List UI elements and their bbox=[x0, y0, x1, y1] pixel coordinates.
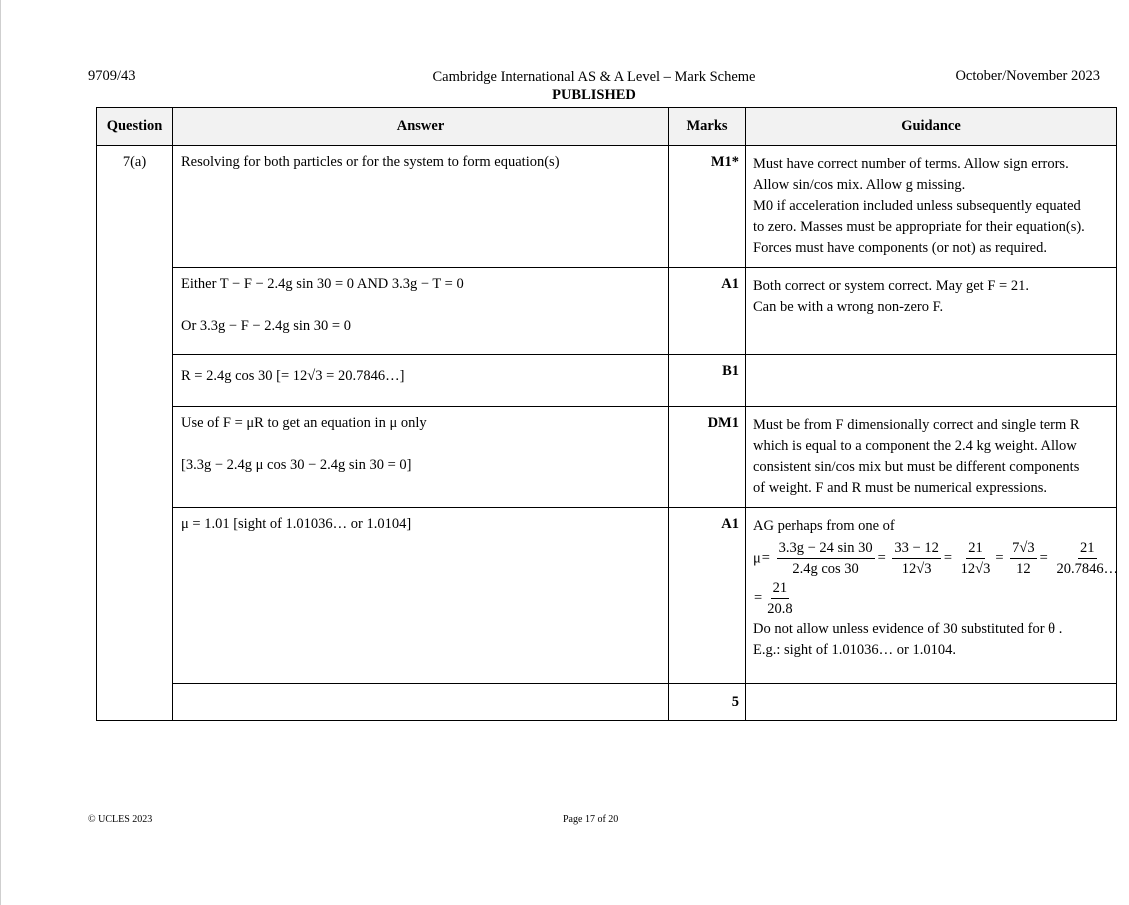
numerator: 21 bbox=[771, 579, 790, 599]
guidance-line: E.g.: sight of 1.01036… or 1.0104. bbox=[753, 642, 956, 658]
guidance-line: Do not allow unless evidence of 30 substituted for θ . bbox=[753, 621, 1063, 637]
denominator: 20.8 bbox=[767, 601, 793, 617]
numerator: 33 − 12 bbox=[892, 539, 940, 559]
total-marks: 5 bbox=[669, 684, 746, 721]
numerator: 21 bbox=[1078, 539, 1097, 559]
page-edge bbox=[0, 0, 1, 905]
equation: [3.3g − 2.4g μ cos 30 − 2.4g sin 30 = 0] bbox=[181, 457, 412, 473]
mark-scheme-table bbox=[96, 107, 1117, 721]
table-row bbox=[97, 407, 1117, 508]
marks-cell: M1* bbox=[669, 146, 746, 268]
guidance-cell bbox=[746, 508, 1117, 684]
guidance-line: Forces must have components (or not) as required. bbox=[753, 240, 1047, 256]
marks-cell: B1 bbox=[669, 355, 746, 407]
marks-cell: A1 bbox=[669, 268, 746, 355]
marks-cell: A1 bbox=[669, 508, 746, 684]
mu-symbol: μ bbox=[753, 550, 761, 567]
fraction bbox=[777, 539, 875, 579]
guidance-line: consistent sin/cos mix but must be different components bbox=[753, 459, 1080, 475]
answer-cell bbox=[173, 684, 669, 721]
denominator: 20.7846… bbox=[1056, 561, 1119, 577]
guidance-line: Must be from F dimensionally correct and single term R bbox=[753, 417, 1080, 433]
answer-cell: R = 2.4g cos 30 [= 12√3 = 20.7846…] bbox=[173, 355, 669, 407]
paper-code: 9709/43 bbox=[88, 68, 136, 84]
guidance-line: of weight. F and R must be numerical expressions. bbox=[753, 480, 1047, 496]
answer-cell: μ = 1.01 [sight of 1.01036… or 1.0104] bbox=[173, 508, 669, 684]
exam-session: October/November 2023 bbox=[955, 68, 1100, 84]
guidance-line: Allow sin/cos mix. Allow g missing. bbox=[753, 177, 966, 193]
total-row bbox=[97, 684, 1117, 721]
answer-text: Use of F = μR to get an equation in μ only bbox=[181, 415, 427, 431]
guidance-cell bbox=[746, 355, 1117, 407]
guidance-cell bbox=[746, 407, 1117, 508]
guidance-line: Both correct or system correct. May get F = 21. bbox=[753, 278, 1029, 294]
fraction bbox=[959, 539, 993, 579]
mu-derivation: μ= $\frac{3.3g - 24 \sin 30}{\text{2.4g cos 30}}$ = $\frac{33 - 12}{12√3}$ = $\frac{21}{12√3}$ = $\frac{7√3}{12}$ = $\frac{21}{20.7846\dots}$ bbox=[753, 540, 1119, 577]
guidance-intro: AG perhaps from one of bbox=[753, 518, 895, 534]
answer-cell: Resolving for both particles or for the system to form equation(s) bbox=[173, 146, 669, 268]
numerator: 7√3 bbox=[1010, 539, 1036, 559]
fraction bbox=[1010, 539, 1036, 579]
guidance-line: to zero. Masses must be appropriate for their equation(s). bbox=[753, 219, 1085, 235]
numerator: 3.3g − 24 sin 30 bbox=[777, 539, 875, 559]
denominator: 2.4g cos 30 bbox=[792, 561, 859, 577]
guidance-line: Must have correct number of terms. Allow sign errors. bbox=[753, 156, 1069, 172]
equation: Either T − F − 2.4g sin 30 = 0 AND 3.3g − T = 0 bbox=[181, 276, 464, 292]
table-header-row bbox=[97, 108, 1117, 146]
guidance-cell bbox=[746, 268, 1117, 355]
mu-derivation-cont: = $\frac{21}{20.8}$ bbox=[754, 580, 793, 617]
question-number: 7(a) bbox=[97, 146, 173, 721]
fraction bbox=[765, 579, 794, 619]
col-guidance: Guidance bbox=[746, 108, 1117, 146]
col-marks: Marks bbox=[669, 108, 746, 146]
guidance-line: which is equal to a component the 2.4 kg weight. Allow bbox=[753, 438, 1077, 454]
guidance-cell bbox=[746, 684, 1117, 721]
fraction bbox=[1054, 539, 1120, 579]
page-number: Page 17 of 20 bbox=[563, 814, 619, 825]
denominator: 12√3 bbox=[901, 561, 932, 577]
published-label: PUBLISHED bbox=[552, 87, 636, 103]
col-answer: Answer bbox=[173, 108, 669, 146]
table-row bbox=[97, 268, 1117, 355]
numerator: 21 bbox=[966, 539, 985, 559]
table-row bbox=[97, 508, 1117, 684]
table-row bbox=[97, 146, 1117, 268]
answer-cell bbox=[173, 407, 669, 508]
denominator: 12√3 bbox=[960, 561, 991, 577]
answer-cell bbox=[173, 268, 669, 355]
equation: Or 3.3g − F − 2.4g sin 30 = 0 bbox=[181, 318, 351, 334]
guidance-line: Can be with a wrong non-zero F. bbox=[753, 299, 944, 315]
col-question: Question bbox=[97, 108, 173, 146]
marks-cell: DM1 bbox=[669, 407, 746, 508]
denominator: 12 bbox=[1016, 561, 1031, 577]
guidance-line: M0 if acceleration included unless subsequently equated bbox=[753, 198, 1081, 214]
title-text: Cambridge International AS & A Level – Mark Scheme bbox=[432, 69, 756, 85]
table-row bbox=[97, 355, 1117, 407]
fraction bbox=[892, 539, 940, 579]
copyright: © UCLES 2023 bbox=[88, 814, 153, 825]
guidance-cell bbox=[746, 146, 1117, 268]
